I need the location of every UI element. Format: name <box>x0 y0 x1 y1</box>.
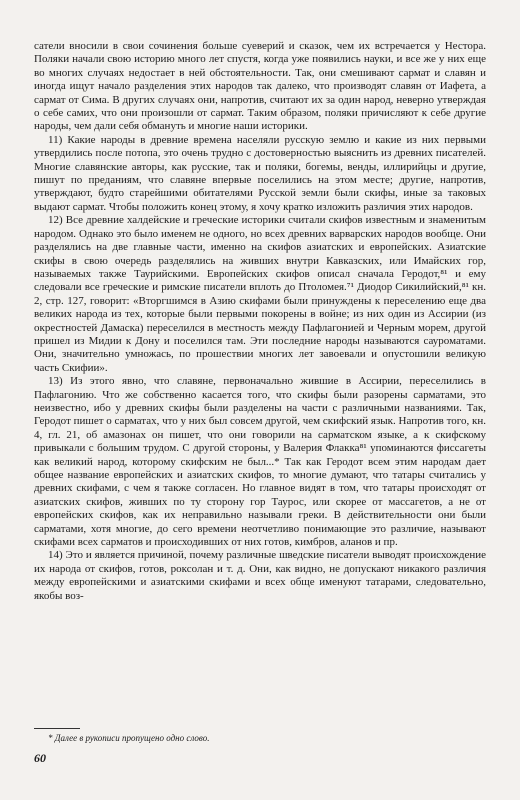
paragraph-11: 11) Какие народы в древние времена населяли русскую землю и какие из них первыми утвердились после потопа, это очень трудно с достоверностью выяснить из древних писателей. Многие славянские авторы, как русские, так и поляки, богемы, венды, иллирийцы и другие, пишут по преданиям, что славяне впервые поселились на этом месте; другие, напротив, утверждают, будто старейшими обитателями Русской земли были скифы, иные за таковых выдают сармат. Чтобы положить конец этому, я хочу кратко изложить различия этих народов. <box>34 133 486 213</box>
paragraph-13: 13) Из этого явно, что славяне, первоначально жившие в Ассирии, переселились в Пафлагонию. Что же собственно касается того, что скифы были разорены сарматами, это неизвестно, ибо у древних скифы были разделены на части с различными названиями. Так, Геродот пишет о сарматах, что у них был совсем другой, чем скифский язык. Напротив того, кн. 4, гл. 21, об амазонах он пишет, что они говорили на сарматском языке, а к скифскому привыкали с большим трудом. С другой стороны, у Валерия Флакка⁸¹ упоминаются фиссагеты как великий народ, которому скифским не был...* Так как Геродот всем этим народам дает общее название европейских и азиатских скифов, то многие думают, что татары считались у древних скифами, с чем я также согласен. Но главное видят в том, что татары происходят от азиатских скифов, живших по ту сторону гор Таурос, или скорее от массагетов, а не от европейских скифов, как их неправильно называли греки. В действительности они были сарматами, хотя многие, до сего времени неотчетливо понимающие это различие, называют скифами всех сарматов и происходивших от них готов, кимбров, аланов и пр. <box>34 375 486 549</box>
footnote-divider <box>34 728 80 729</box>
paragraph-continuation: сатели вносили в свои сочинения больше суеверий и сказок, чем их встречается у Нестора. Поляки начали свою историю много лет спустя, когда уже появились науки, и все же у них еще во многих случаях недостает в ней обстоятельности. Так, они смешивают сармат и славян и иногда ищут начало разделения этих народов так далеко, что производят славян от Иафета, а сармат от Сима. В других случаях они, напротив, считают их за один народ, неверно утверждая о себе самих, что они произошли от сармат. Таким образом, поляки причисляют к себе другие народы, чем дали себя обмануть и многие наши историки. <box>34 40 486 133</box>
body-text <box>34 40 486 603</box>
paragraph-14: 14) Это и является причиной, почему различные шведские писатели выводят происхождение их народа от скифов, готов, роксолан и т. д. Они, как видно, не допускают никакого различия между европейскими и азиатскими скифами и всех обще именуют татарами, следовательно, якобы воз- <box>34 549 486 602</box>
paragraph-12: 12) Все древние халдейские и греческие историки считали скифов известным и знаменитым народом. Однако это было именем не одного, но всех древних варварских народов вообще. Они разделялись на две главные части, именно на скифов азиатских и европейских. Азиатские скифы в свою очередь разделялись на живших внутри Кавказских, или Имайских гор, называемых также Таурийскими. Европейских скифов описал сначала Геродот,⁸¹ и ему следовали все греческие и римские писатели вплоть до Птоломея.⁷¹ Диодор Сикилийский,⁸¹ кн. 2, стр. 127, говорит: «Вторгшимся в Азию скифами были принуждены к переселению еще два великих народа из тех, которые были первыми покорены в войне; из них один из Ассирии (из окрестностей Дамаска) переселился в местность между Пафлагонией и Черным морем, другой пришел из Мидии к Дону и поселился там. Эти последние народы называются сауроматами. Они, значительно умножась, по прошествии многих лет завоевали и опустошили великую часть Скифии». <box>34 214 486 374</box>
footnote: * Далее в рукописи пропущено одно слово. <box>48 733 210 743</box>
page-number: 60 <box>34 751 46 765</box>
